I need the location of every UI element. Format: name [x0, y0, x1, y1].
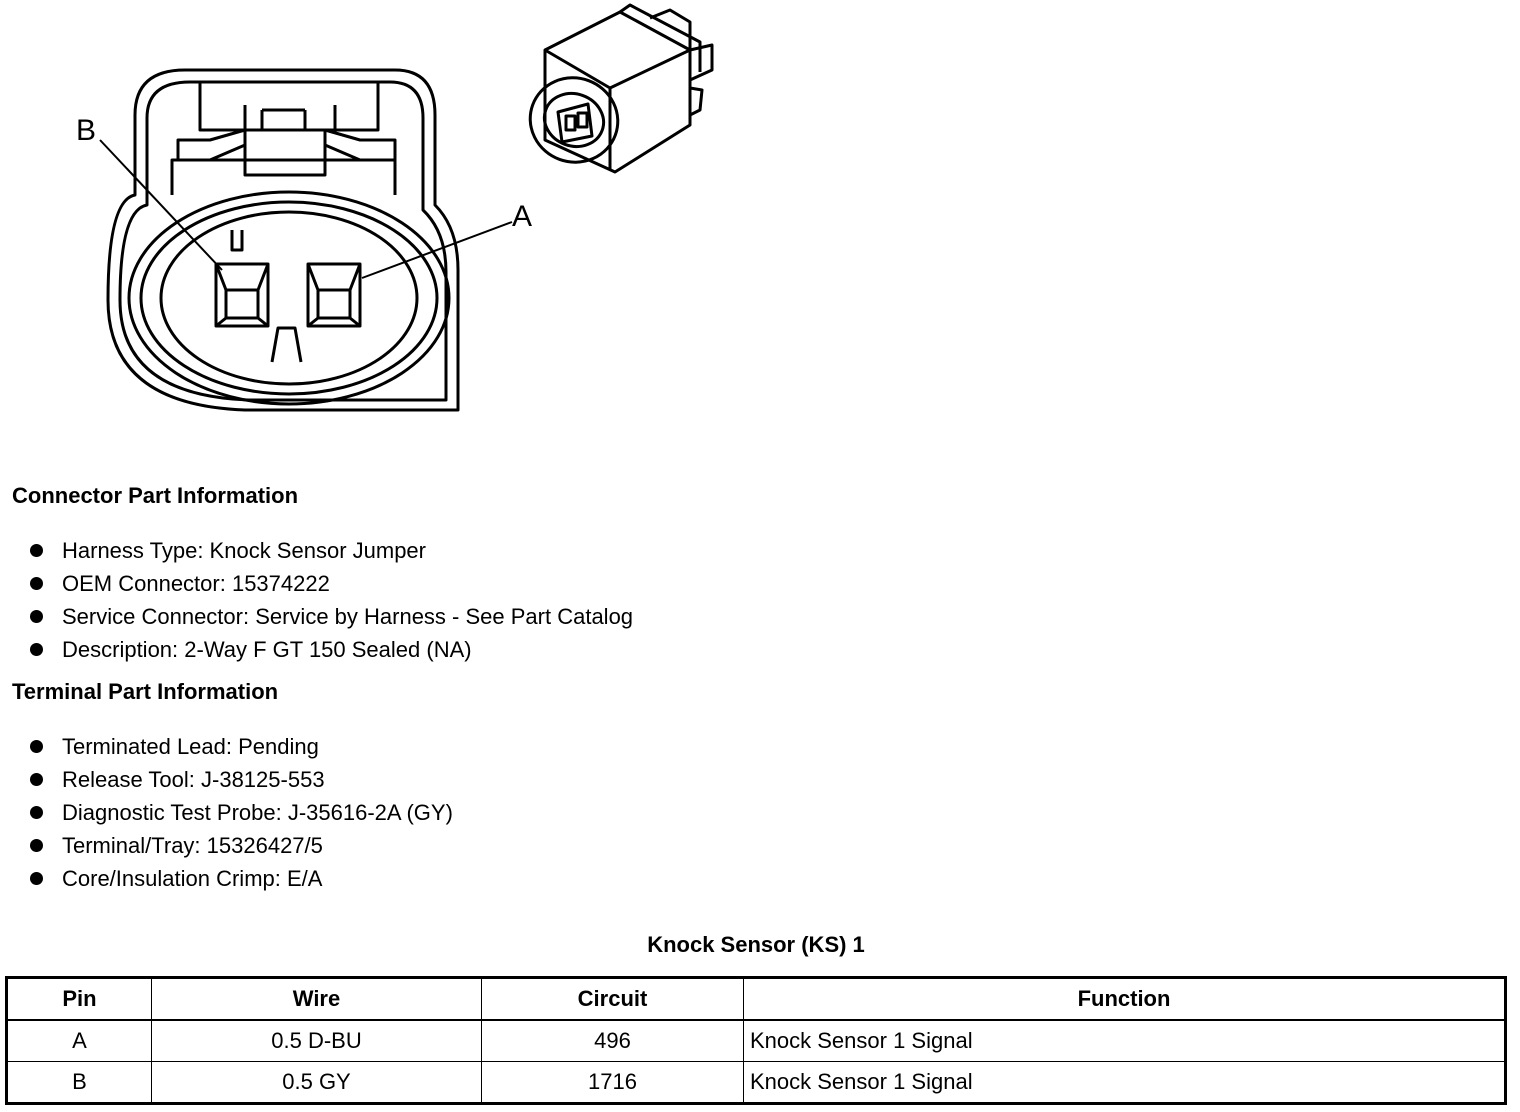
- latch-frame: [200, 82, 378, 130]
- header-pin: Pin: [7, 978, 152, 1021]
- list-item: Service Connector: Service by Harness - See Part Catalog: [28, 600, 633, 633]
- list-item: Core/Insulation Crimp: E/A: [28, 862, 453, 895]
- table-title: Knock Sensor (KS) 1: [647, 932, 865, 957]
- table-header-row: [7, 978, 1506, 1021]
- pin-label-a: A: [512, 200, 533, 233]
- terminal-info-list: [28, 730, 453, 895]
- list-item: Terminated Lead: Pending: [28, 730, 453, 763]
- connector-info-title: Connector Part Information: [12, 483, 299, 508]
- list-item: Terminal/Tray: 15326427/5: [28, 829, 453, 862]
- cell-pin: B: [7, 1062, 152, 1104]
- terminal-cavity-a: [308, 264, 360, 326]
- seal-ring-outer: [129, 192, 449, 404]
- header-function: Function: [744, 978, 1506, 1021]
- terminal-cavity-b: [216, 264, 268, 326]
- header-circuit: Circuit: [482, 978, 744, 1021]
- header-wire: Wire: [152, 978, 482, 1021]
- cell-wire: 0.5 GY: [152, 1062, 482, 1104]
- polarization-key: [232, 230, 242, 250]
- cell-pin: A: [7, 1020, 152, 1062]
- latch-ramp: [178, 130, 395, 160]
- bottom-key: [272, 328, 301, 362]
- connector-info-list: [28, 534, 633, 666]
- list-item: OEM Connector: 15374222: [28, 567, 633, 600]
- list-item: Description: 2-Way F GT 150 Sealed (NA): [28, 633, 633, 666]
- cell-wire: 0.5 D-BU: [152, 1020, 482, 1062]
- cell-function: Knock Sensor 1 Signal: [744, 1062, 1506, 1104]
- list-item: Diagnostic Test Probe: J-35616-2A (GY): [28, 796, 453, 829]
- cell-circuit: 496: [482, 1020, 744, 1062]
- list-item: Release Tool: J-38125-553: [28, 763, 453, 796]
- latch-tab: [245, 105, 335, 130]
- connector-diagram: [0, 0, 760, 430]
- pin-label-b: B: [76, 114, 97, 147]
- connector-3d-view: [518, 5, 712, 175]
- terminal-info-title: Terminal Part Information: [12, 679, 279, 704]
- list-item: Harness Type: Knock Sensor Jumper: [28, 534, 633, 567]
- cell-circuit: 1716: [482, 1062, 744, 1104]
- cell-function: Knock Sensor 1 Signal: [744, 1020, 1506, 1062]
- table-row: [7, 1020, 1506, 1062]
- pin-table: [5, 976, 1507, 1105]
- mating-face: [161, 212, 417, 384]
- table-row: [7, 1062, 1506, 1104]
